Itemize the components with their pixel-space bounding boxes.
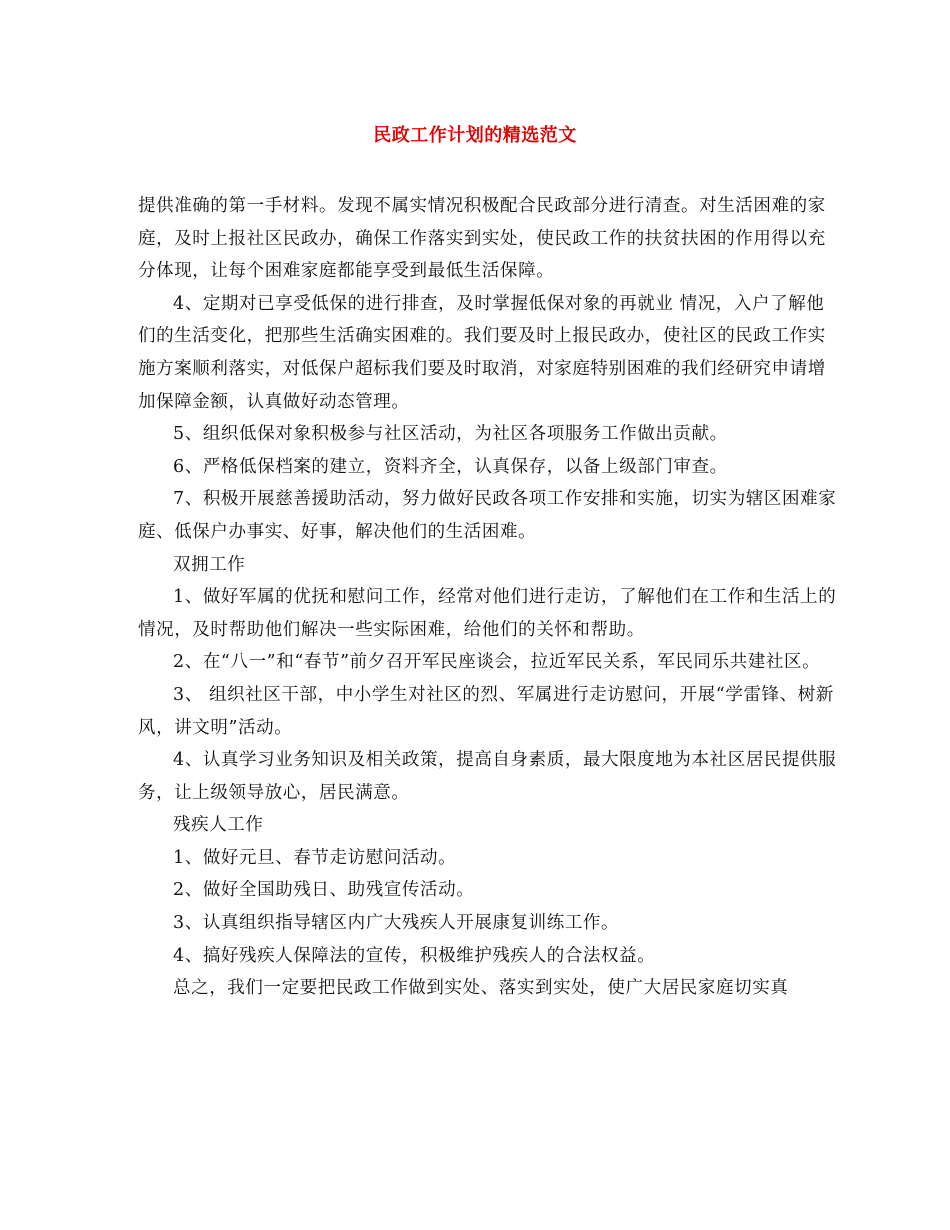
paragraph: 5、组织低保对象积极参与社区活动，为社区各项服务工作做出贡献。 xyxy=(173,424,728,445)
paragraph: 6、严格低保档案的建立，资料齐全，认真保存，以备上级部门审查。 xyxy=(173,456,728,477)
paragraph: 1、做好元旦、春节走访慰问活动。 xyxy=(173,847,457,868)
paragraph: 7、积极开展慈善援助活动，努力做好民政各项工作安排和实施，切实为辖区困难家庭、低保户办事实、好事，解决他们的生活困难。 xyxy=(138,489,837,542)
paragraph: 总之，我们一定要把民政工作做到实处、落实到实处，使广大居民家庭切实真 xyxy=(173,978,789,999)
paragraph: 4、认真学习业务知识及相关政策，提高自身素质，最大限度地为本社区居民提供服务，让上级领导放心，居民满意。 xyxy=(138,750,837,803)
section-heading: 双拥工作 xyxy=(173,554,246,575)
paragraph: 3、 组织社区干部，中小学生对社区的烈、军属进行走访慰问，开展“学雷锋、树新风，讲文明”活动。 xyxy=(138,684,834,738)
paragraph: 提供准确的第一手材料。发现不属实情况积极配合民政部分进行清查。对生活困难的家庭，及时上报社区民政办，确保工作落实到实处，使民政工作的扶贫扶困的作用得以充分体现，让每个困难家庭都能享受到最低生活保障。 xyxy=(138,196,826,282)
paragraph: 4、定期对已享受低保的进行排查，及时掌握低保对象的再就业 情况，入户了解他们的生活变化，把那些生活确实困难的。我们要及时上报民政办，使社区的民政工作实施方案顺利落实，对低保户超标我们要及时取消，对家庭特别困难的我们经研究申请增加保障金额，认真做好动态管理。 xyxy=(138,293,826,412)
paragraph: 2、做好全国助残日、助残宣传活动。 xyxy=(173,880,475,901)
document-title: 民政工作计划的精选范文 xyxy=(373,125,577,146)
paragraph: 2、在“八一”和“春节”前夕召开军民座谈会，拉近军民关系，军民同乐共建社区。 xyxy=(173,652,821,673)
paragraph: 1、做好军属的优抚和慰问工作，经常对他们进行走访，了解他们在工作和生活上的情况，及时帮助他们解决一些实际困难，给他们的关怀和帮助。 xyxy=(138,587,837,640)
paragraph: 4、搞好残疾人保障法的宣传，积极维护残疾人的合法权益。 xyxy=(173,945,656,966)
section-heading: 残疾人工作 xyxy=(173,815,264,836)
paragraph: 3、认真组织指导辖区内广大残疾人开展康复训练工作。 xyxy=(173,913,620,934)
document-body xyxy=(138,190,838,1005)
